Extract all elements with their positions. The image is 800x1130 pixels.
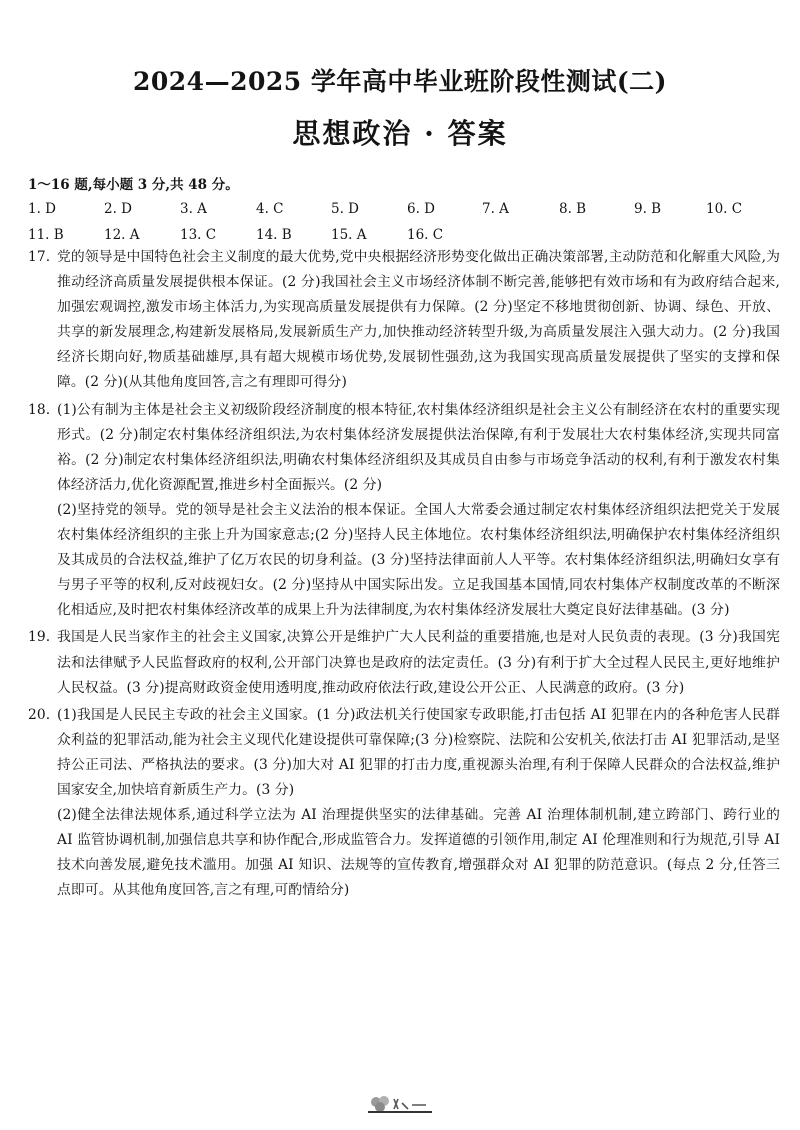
question-number: 19. xyxy=(28,629,51,646)
choice-answer: 1. D xyxy=(28,201,56,217)
page-subtitle: 思想政治 · 答案 xyxy=(292,117,508,150)
choice-answer: 9. B xyxy=(634,201,662,217)
choice-answer: 13. C xyxy=(180,227,217,243)
choice-answer: 10. C xyxy=(706,201,743,217)
question-number: 20. xyxy=(28,706,51,723)
footer-watermark-logo xyxy=(360,1093,440,1117)
question-17-answer xyxy=(28,245,780,396)
question-number: 18. xyxy=(28,401,51,418)
choice-answer: 5. D xyxy=(331,201,359,217)
choice-answer: 7. A xyxy=(482,201,509,217)
choice-answer: 6. D xyxy=(407,201,435,217)
question-20-answer xyxy=(28,703,780,904)
choice-answer: 16. C xyxy=(407,227,444,243)
choice-answer: 3. A xyxy=(180,201,207,217)
question-number: 17. xyxy=(28,249,51,265)
choice-answer: 15. A xyxy=(331,227,367,243)
question-19-answer xyxy=(28,625,780,700)
choice-answer: 12. A xyxy=(104,227,140,243)
watermark-icon xyxy=(360,1093,440,1117)
choice-answer: 8. B xyxy=(559,201,587,217)
answer-part-1: (1)公有制为主体是社会主义初级阶段经济制度的根本特征,农村集体经济组织是社会主义公有制经济在农村的重要实现形式。(2 分)制定农村集体经济组织法,为农村集体经济发展提供法治保障,有利于发展壮大农村集体经济,实现共同富裕。(2 分)制定农村集体经济组织法,明确农村集体经济组织及其成员自由参与市场竞争活动的权利,有利于激发农村集体经济活力,优化资源配置,推进乡村全面振兴。(2 分) xyxy=(57,401,780,493)
choice-answer: 11. B xyxy=(28,227,64,243)
choice-answer: 2. D xyxy=(104,201,132,217)
choice-scoring-note: 1～16 题,每小题 3 分,共 48 分。 xyxy=(28,177,239,193)
open-answers xyxy=(28,245,780,903)
question-18-answer xyxy=(28,398,780,624)
answer-part-1: (1)我国是人民民主专政的社会主义国家。(1 分)政法机关行使国家专政职能,打击包括 AI 犯罪在内的各种危害人民群众利益的犯罪活动,能为社会主义现代化建设提供可靠保障;(3 分)检察院、法院和公安机关,依法打击 AI 犯罪活动,是坚持公正司法、严格执法的要求。(3 分)加大对 AI 犯罪的打击力度,重视源头治理,有利于保障人民群众的合法权益,维护国家安全,加快培育新质生产力。(3 分) xyxy=(57,706,780,798)
answer-part-2: (2)健全法律法规体系,通过科学立法为 AI 治理提供坚实的法律基础。完善 AI 治理体制机制,建立跨部门、跨行业的 AI 监管协调机制,加强信息共享和协作配合,形成监管合力。发挥道德的引领作用,制定 AI 伦理准则和行为规范,引导 AI 技术向善发展,避免技术滥用。加强 AI 知识、法规等的宣传教育,增强群众对 AI 犯罪的防范意识。(每点 2 分,任答三点即可。从其他角度回答,言之有理,可酌情给分) xyxy=(57,807,780,899)
answer-part-2: (2)坚持党的领导。党的领导是社会主义法治的根本保证。全国人大常委会通过制定农村集体经济组织法把党关于发展农村集体经济组织的主张上升为国家意志;(2 分)坚持人民主体地位。农村集体经济组织法,明确保护农村集体经济组织及其成员的合法权益,维护了亿万农民的切身利益。(3 分)坚持法律面前人人平等。农村集体经济组织法,明确妇女享有与男子平等的权利,反对歧视妇女。(2 分)坚持从中国实际出发。立足我国基本国情,同农村集体产权制度改革的不断深化相适应,及时把农村集体经济改革的成果上升为法律制度,为农村集体经济发展壮大奠定良好法律基础。(3 分) xyxy=(57,501,780,619)
page-title: 2024—2025 学年高中毕业班阶段性测试(二) xyxy=(132,67,668,96)
choice-answer: 4. C xyxy=(256,201,284,217)
answer-text: 我国是人民当家作主的社会主义国家,决算公开是维护广大人民利益的重要措施,也是对人民负责的表现。(3 分)我国宪法和法律赋予人民监督政府的权利,公开部门决算也是政府的法定责任。(3 分)有利于扩大全过程人民民主,更好地维护人民权益。(3 分)提高财政资金使用透明度,推动政府依法行政,建设公开公正、人民满意的政府。(3 分) xyxy=(57,629,780,696)
choice-answer: 14. B xyxy=(256,227,292,243)
answer-text: 党的领导是中国特色社会主义制度的最大优势,党中央根据经济形势变化做出正确决策部署,主动防范和化解重大风险,为推动经济高质量发展提供根本保证。(2 分)我国社会主义市场经济体制不断完善,能够把有效市场和有为政府结合起来,加强宏观调控,激发市场主体活力,为实现高质量发展提供有力保障。(2 分)坚定不移地贯彻创新、协调、绿色、开放、共享的新发展理念,构建新发展格局,发展新质生产力,加快推动经济转型升级,为高质量发展注入强大动力。(2 分)我国经济长期向好,物质基础雄厚,具有超大规模市场优势,发展韧性强劲,这为我国实现高质量发展提供了坚实的支撑和保障。(2 分)(从其他角度回答,言之有理即可得分) xyxy=(57,249,780,391)
